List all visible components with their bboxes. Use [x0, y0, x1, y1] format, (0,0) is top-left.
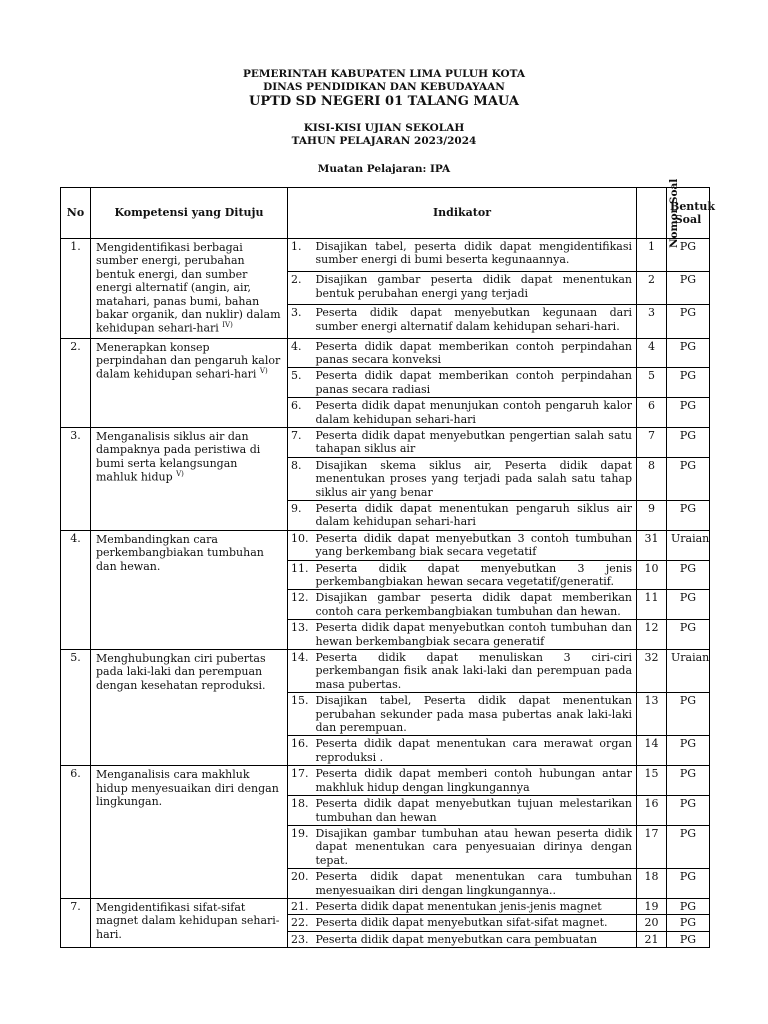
competency-text	[91, 427, 288, 530]
indicator-text: Peserta didik dapat menyebutkan contoh tumbuhan dan hewan berkembangbiak secara generatif	[314, 620, 637, 650]
indicator-number: 22.	[288, 915, 314, 931]
question-type: PG	[667, 239, 710, 272]
question-number: 19	[637, 898, 667, 914]
indicator-number: 3.	[288, 305, 314, 338]
table-row	[61, 766, 710, 796]
header-government: PEMERINTAH KABUPATEN LIMA PULUH KOTA	[242, 68, 526, 80]
indicator-text: Peserta didik dapat menyebutkan 3 contoh tumbuhan yang berkembang biak secara vegetatif	[314, 530, 637, 560]
indicator-text: Disajikan tabel, peserta didik dapat mengidentifikasi sumber energi di bumi beserta kegunaannya.	[314, 239, 637, 272]
indicator-number: 2.	[288, 272, 314, 305]
header-department: DINAS PENDIDIKAN DAN KEBUDAYAAN	[263, 81, 505, 93]
question-type: PG	[667, 898, 710, 914]
question-type: Uraian	[667, 530, 710, 560]
indicator-number: 7.	[288, 427, 314, 457]
question-type: PG	[667, 398, 710, 428]
competency-description: Membandingkan cara perkembangbiakan tumbuhan dan hewan.	[96, 532, 264, 573]
question-number: 17	[637, 825, 667, 868]
competency-number: 1.	[61, 239, 91, 339]
question-type: PG	[667, 736, 710, 766]
question-number: 13	[637, 693, 667, 736]
question-number: 20	[637, 915, 667, 931]
competency-description: Menghubungkan ciri pubertas pada laki-laki dan perempuan dengan kesehatan reproduksi.	[96, 652, 266, 692]
question-number: 31	[637, 530, 667, 560]
indicator-number: 15.	[288, 693, 314, 736]
competency-number: 5.	[61, 650, 91, 766]
table-row	[61, 650, 710, 693]
competency-number: 2.	[61, 338, 91, 427]
indicator-text: Peserta didik dapat menentukan cara tumbuhan menyesuaikan diri dengan lingkungannya..	[314, 869, 637, 899]
indicator-text: Peserta didik dapat memberikan contoh perpindahan panas secara radiasi	[314, 368, 637, 398]
indicator-number: 9.	[288, 500, 314, 530]
header-no: No	[61, 188, 91, 239]
competency-text	[91, 239, 288, 339]
question-number: 5	[637, 368, 667, 398]
question-type: PG	[667, 766, 710, 796]
table-row	[61, 427, 710, 457]
question-type: PG	[667, 825, 710, 868]
competency-description: Mengidentifikasi sifat-sifat magnet dalam kehidupan sehari-hari.	[96, 900, 280, 941]
competency-number: 6.	[61, 766, 91, 899]
question-number: 14	[637, 736, 667, 766]
indicator-number: 1.	[288, 239, 314, 272]
competency-footnote: IV)	[222, 321, 233, 330]
indicator-text: Disajikan gambar tumbuhan atau hewan peserta didik dapat menentukan cara penyesuaian dirinya dengan tepat.	[314, 825, 637, 868]
indicator-text: Peserta didik dapat menyebutkan cara pembuatan	[314, 931, 637, 947]
question-number: 18	[637, 869, 667, 899]
indicator-text: Disajikan gambar peserta didik dapat menentukan bentuk perubahan energi yang terjadi	[314, 272, 637, 305]
question-type: PG	[667, 693, 710, 736]
question-number: 11	[637, 590, 667, 620]
competency-text	[91, 898, 288, 947]
header-indikator: Indikator	[288, 188, 637, 239]
competency-description: Mengidentifikasi berbagai sumber energi, perubahan bentuk energi, dan sumber energi alternatif (angin, air, matahari, panas bumi, bahan bakar organik, dan nuklir) dalam kehidupan sehari-hari	[96, 241, 281, 336]
table-row	[61, 530, 710, 560]
question-type: PG	[667, 368, 710, 398]
indicator-text: Disajikan skema siklus air, Peserta didik dapat menentukan proses yang terjadi pada salah satu tahap siklus air yang benar	[314, 457, 637, 500]
indicator-text: Disajikan tabel, Peserta didik dapat menentukan perubahan sekunder pada masa pubertas anak laki-laki dan perempuan.	[314, 693, 637, 736]
indicator-text: Peserta didik dapat menyebutkan kegunaan dari sumber energi alternatif dalam kehidupan sehari-hari.	[314, 305, 637, 338]
question-number: 10	[637, 560, 667, 590]
question-number: 21	[637, 931, 667, 947]
question-type: PG	[667, 620, 710, 650]
indicator-text: Peserta didik dapat menentukan cara merawat organ reproduksi .	[314, 736, 637, 766]
competency-text	[91, 766, 288, 899]
competency-description: Menerapkan konsep perpindahan dan pengaruh kalor dalam kehidupan sehari-hari	[96, 340, 281, 381]
table-row	[61, 338, 710, 368]
academic-year: TAHUN PELAJARAN 2023/2024	[291, 135, 477, 147]
competency-footnote: V)	[259, 367, 268, 376]
competency-text	[91, 530, 288, 649]
question-type: PG	[667, 305, 710, 338]
question-type: PG	[667, 338, 710, 368]
subject-label: Muatan Pelajaran: IPA	[317, 163, 451, 175]
competency-number: 7.	[61, 898, 91, 947]
question-number: 3	[637, 305, 667, 338]
indicator-text: Peserta didik dapat menyebutkan tujuan melestarikan tumbuhan dan hewan	[314, 796, 637, 826]
question-type: PG	[667, 869, 710, 899]
indicator-text: Peserta didik dapat menyebutkan sifat-sifat magnet.	[314, 915, 637, 931]
table-row	[61, 239, 710, 272]
indicator-number: 14.	[288, 650, 314, 693]
indicator-text: Peserta didik dapat menentukan pengaruh siklus air dalam kehidupan sehari-hari	[314, 500, 637, 530]
indicator-text: Peserta didik dapat menuliskan 3 ciri-ciri perkembangan fisik anak laki-laki dan perempuan pada masa pubertas.	[314, 650, 637, 693]
indicator-number: 18.	[288, 796, 314, 826]
indicator-text: Peserta didik dapat memberikan contoh perpindahan panas secara konveksi	[314, 338, 637, 368]
indicator-number: 4.	[288, 338, 314, 368]
question-type: PG	[667, 457, 710, 500]
indicator-number: 12.	[288, 590, 314, 620]
question-number: 15	[637, 766, 667, 796]
indicator-number: 5.	[288, 368, 314, 398]
question-type: PG	[667, 796, 710, 826]
question-number: 6	[637, 398, 667, 428]
indicator-text: Peserta didik dapat memberi contoh hubungan antar makhluk hidup dengan lingkungannya	[314, 766, 637, 796]
indicator-number: 6.	[288, 398, 314, 428]
indicator-number: 20.	[288, 869, 314, 899]
question-number: 4	[637, 338, 667, 368]
table-row	[61, 898, 710, 914]
question-number: 8	[637, 457, 667, 500]
question-type: PG	[667, 915, 710, 931]
document-title: KISI-KISI UJIAN SEKOLAH	[303, 122, 465, 134]
question-type: PG	[667, 500, 710, 530]
question-type: PG	[667, 931, 710, 947]
question-type: Uraian	[667, 650, 710, 693]
indicator-number: 19.	[288, 825, 314, 868]
header-bentuk-soal: Bentuk Soal	[667, 188, 710, 239]
indicator-text: Peserta didik dapat menunjukan contoh pengaruh kalor dalam kehidupan sehari-hari	[314, 398, 637, 428]
header-school-name: UPTD SD NEGERI 01 TALANG MAUA	[249, 94, 519, 109]
indicator-number: 10.	[288, 530, 314, 560]
header-nomor-soal: Nomor Soal	[637, 188, 667, 239]
question-type: PG	[667, 427, 710, 457]
question-number: 2	[637, 272, 667, 305]
question-type: PG	[667, 590, 710, 620]
competency-number: 4.	[61, 530, 91, 649]
competency-footnote: V)	[176, 470, 184, 479]
header-kompetensi: Kompetensi yang Dituju	[91, 188, 288, 239]
question-number: 9	[637, 500, 667, 530]
indicator-number: 8.	[288, 457, 314, 500]
indicator-number: 11.	[288, 560, 314, 590]
question-type: PG	[667, 272, 710, 305]
indicator-text: Peserta didik dapat menentukan jenis-jenis magnet	[314, 898, 637, 914]
question-number: 7	[637, 427, 667, 457]
question-type: PG	[667, 560, 710, 590]
competency-number: 3.	[61, 427, 91, 530]
indicator-text: Disajikan gambar peserta didik dapat memberikan contoh cara perkembangbiakan tumbuhan dan hewan.	[314, 590, 637, 620]
competency-description: Menganalisis siklus air dan dampaknya pada peristiwa di bumi serta kelangsungan mahluk hidup	[96, 429, 261, 484]
competency-description: Menganalisis cara makhluk hidup menyesuaikan diri dengan lingkungan.	[96, 768, 279, 809]
question-number: 32	[637, 650, 667, 693]
indicator-number: 16.	[288, 736, 314, 766]
indicator-number: 21.	[288, 898, 314, 914]
indicator-number: 13.	[288, 620, 314, 650]
competency-text	[91, 650, 288, 766]
indicator-number: 17.	[288, 766, 314, 796]
competency-text	[91, 338, 288, 427]
kisi-kisi-table	[60, 178, 716, 948]
table-header-row	[61, 188, 710, 239]
question-number: 16	[637, 796, 667, 826]
question-number: 12	[637, 620, 667, 650]
question-number: 1	[637, 239, 667, 272]
indicator-text: Peserta didik dapat menyebutkan pengertian salah satu tahapan siklus air	[314, 427, 637, 457]
indicator-number: 23.	[288, 931, 314, 947]
indicator-text: Peserta didik dapat menyebutkan 3 jenis perkembangbiakan hewan secara vegetatif/generatif.	[314, 560, 637, 590]
